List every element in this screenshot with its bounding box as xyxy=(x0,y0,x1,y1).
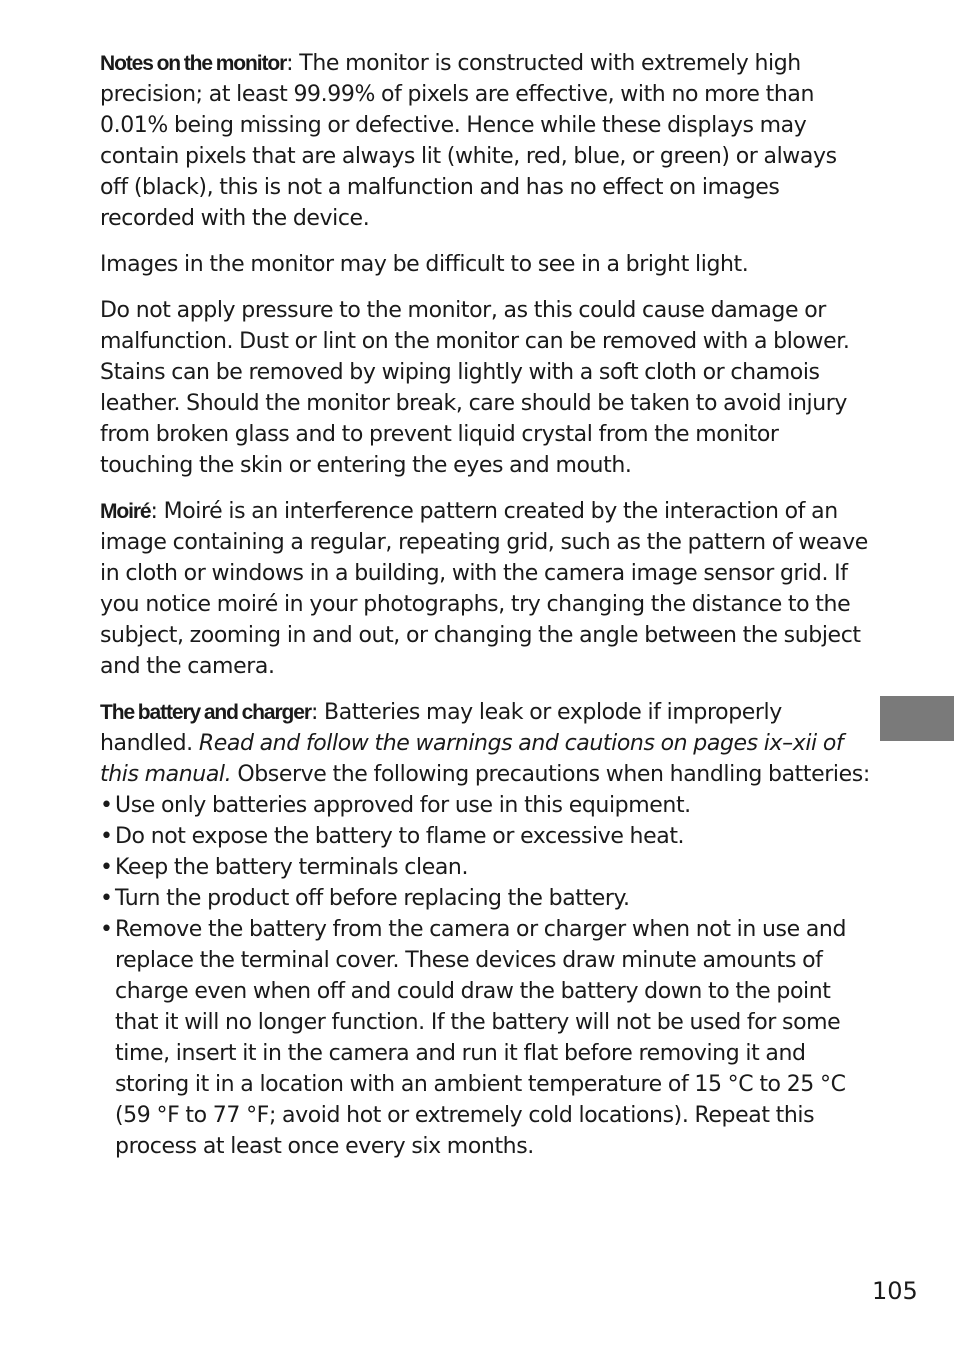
battery-warning-reference: Read and follow the warnings and cautions on pages ix–xii of this manual. xyxy=(100,731,844,787)
moire-text: : Moiré is an interference pattern created by the interaction of an image containing a regular, repeating grid, such as the pattern of weave in cloth or windows in a building, with the camera image sensor grid. If you notice moiré in your photographs, try changing the distance to the subject, zooming in and out, or changing the angle between the subject and the camera. xyxy=(100,499,868,679)
list-item: • Remove the battery from the camera or charger when not in use and replace the terminal cover. These devices draw minute amounts of charge even when off and could draw the battery down to the point that it will no longer function. If the battery will not be used for some time, insert it in the camera and run it flat before removing it and storing it in a location with an ambient temperature of 15 °C to 25 °C (59 °F to 77 °F; avoid hot or extremely cold locations). Repeat this process at least once every six months. xyxy=(100,914,870,1162)
battery-paragraph xyxy=(100,697,870,790)
list-item: • Use only batteries approved for use in this equipment. xyxy=(100,790,870,821)
section-thumb-tab xyxy=(880,696,954,741)
battery-text-start: : Batteries may leak or explode if improperly handled. xyxy=(100,700,782,756)
monitor-notes-paragraph xyxy=(100,48,870,234)
battery-precautions-list xyxy=(100,790,870,1162)
moire-heading: Moiré xyxy=(100,500,151,523)
battery-heading: The battery and charger xyxy=(100,701,311,724)
battery-text-end: Observe the following precautions when handling batteries: xyxy=(231,762,870,787)
monitor-notes-heading: Notes on the monitor xyxy=(100,52,287,75)
list-item: • Keep the battery terminals clean. xyxy=(100,852,870,883)
bright-light-paragraph: Images in the monitor may be difficult to see in a bright light. xyxy=(100,252,749,277)
list-item: • Turn the product off before replacing the battery. xyxy=(100,883,870,914)
page-number: 105 xyxy=(872,1277,918,1305)
moire-paragraph xyxy=(100,496,870,682)
page-content xyxy=(100,48,870,1162)
pressure-paragraph: Do not apply pressure to the monitor, as this could cause damage or malfunction. Dust or lint on the monitor can be removed with a blower. Stains can be removed by wiping lightly with a soft cloth or chamois leather. Should the monitor break, care should be taken to avoid injury from broken glass and to prevent liquid crystal from the monitor touching the skin or entering the eyes and mouth. xyxy=(100,298,850,478)
monitor-notes-text: : The monitor is constructed with extremely high precision; at least 99.99% of pixels are effective, with no more than 0.01% being missing or defective. Hence while these displays may contain pixels that are always lit (white, red, blue, or green) or always off (black), this is not a malfunction and has no effect on images recorded with the device. xyxy=(100,51,837,231)
list-item: • Do not expose the battery to flame or excessive heat. xyxy=(100,821,870,852)
